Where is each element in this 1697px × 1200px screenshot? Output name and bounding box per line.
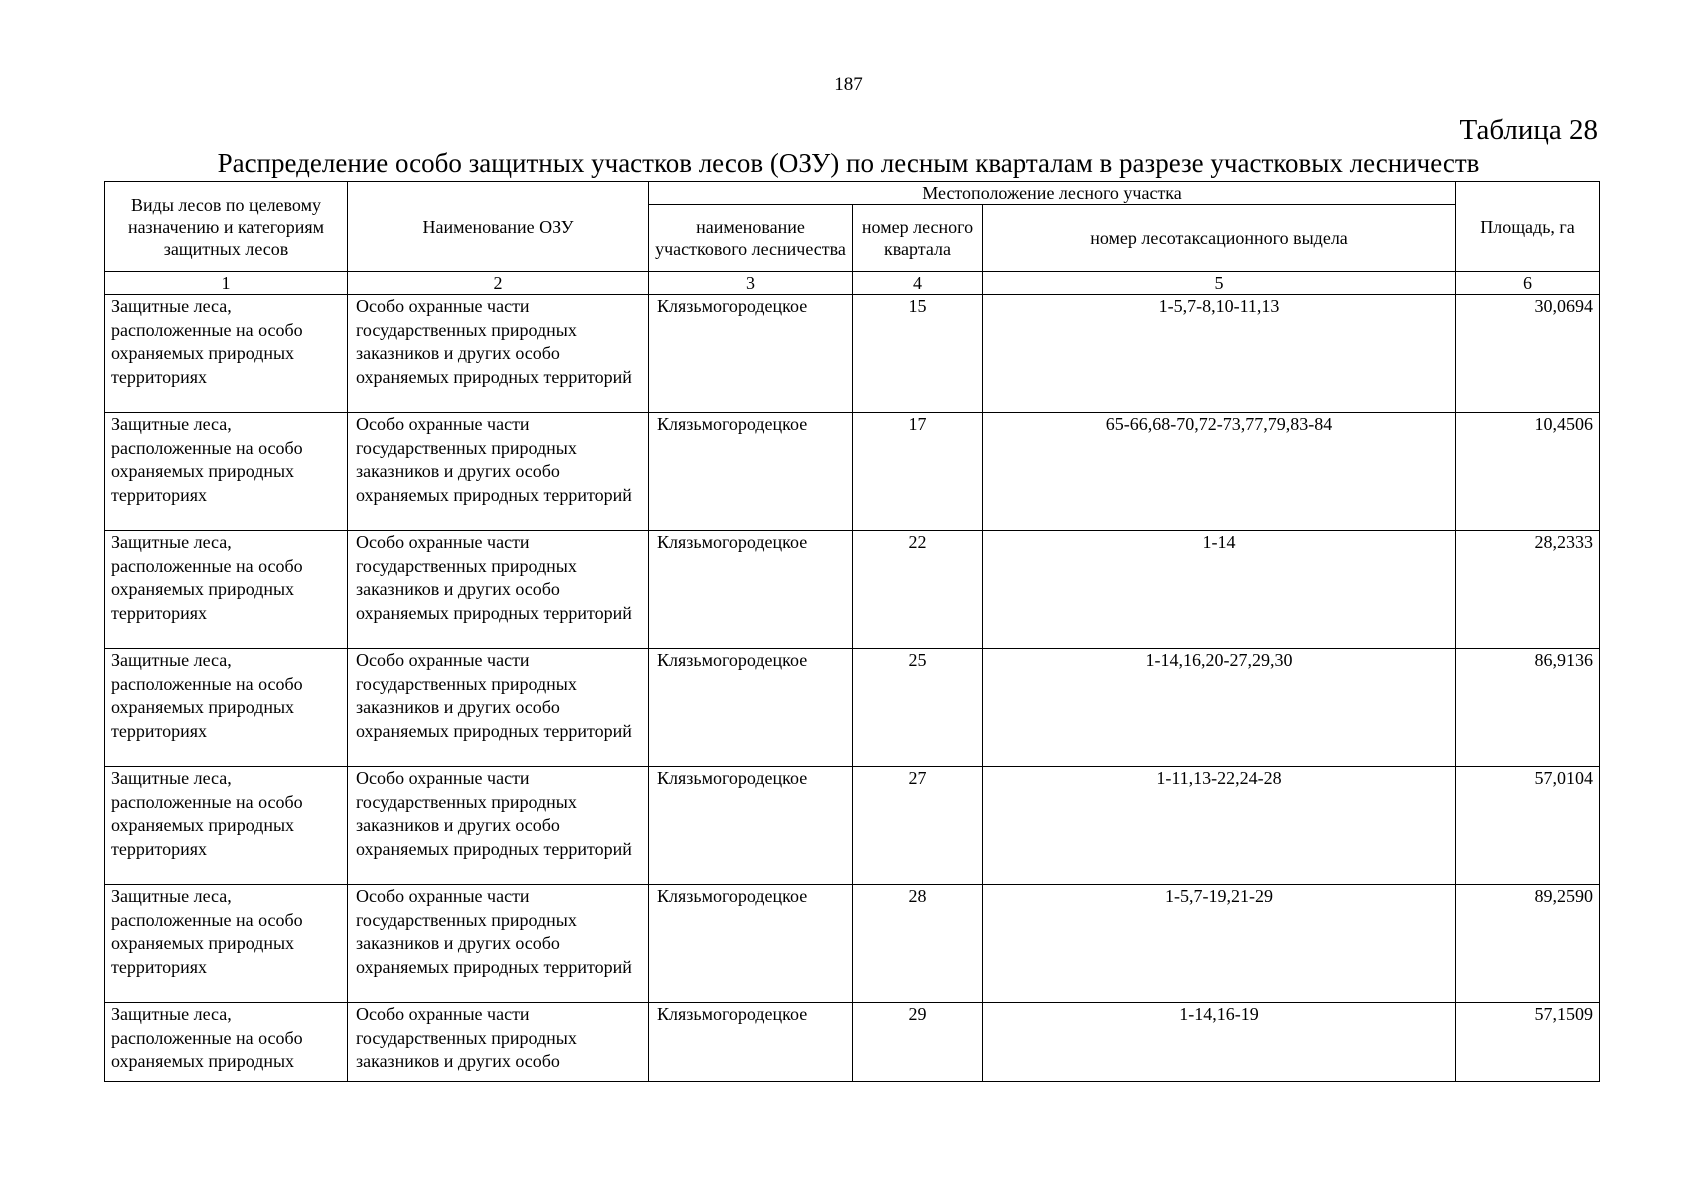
area-cell: 89,2590	[1456, 885, 1600, 1003]
forestry-cell: Клязьмогородецкое	[649, 767, 853, 885]
page-number: 187	[834, 74, 863, 95]
header-forestry: наименование участкового лесничества	[649, 205, 853, 272]
category-text: Защитные леса, расположенные на особо охраняемых природных	[111, 1004, 303, 1071]
column-number: 4	[853, 272, 983, 295]
allotments-cell: 65-66,68-70,72-73,77,79,83-84	[983, 413, 1456, 531]
ozu-name-cell: Особо охранные части государственных природных заказников и других особо охраняемых природных территорий	[348, 295, 649, 413]
header-category: Виды лесов по целевому назначению и категориям защитных лесов	[105, 182, 348, 272]
table-row	[105, 767, 1600, 885]
table-row	[105, 649, 1600, 767]
quarter-cell: 27	[853, 767, 983, 885]
column-number: 6	[1456, 272, 1600, 295]
ozu-name-cell: Особо охранные части государственных природных заказников и других особо охраняемых природных территорий	[348, 531, 649, 649]
forestry-cell: Клязьмогородецкое	[649, 1003, 853, 1082]
forestry-cell: Клязьмогородецкое	[649, 885, 853, 1003]
header-area: Площадь, га	[1456, 182, 1600, 272]
header-location-group: Местоположение лесного участка	[649, 182, 1456, 205]
ozu-name-cell	[348, 1003, 649, 1082]
category-cell: Защитные леса, расположенные на особо охраняемых природных территориях	[105, 767, 348, 885]
forestry-cell: Клязьмогородецкое	[649, 531, 853, 649]
area-cell: 57,1509	[1456, 1003, 1600, 1082]
area-cell: 86,9136	[1456, 649, 1600, 767]
quarter-cell: 15	[853, 295, 983, 413]
area-cell: 28,2333	[1456, 531, 1600, 649]
category-cell: Защитные леса, расположенные на особо охраняемых природных территориях	[105, 649, 348, 767]
category-cell: Защитные леса, расположенные на особо охраняемых природных территориях	[105, 413, 348, 531]
header-ozu-name: Наименование ОЗУ	[348, 182, 649, 272]
header-quarter: номер лесного квартала	[853, 205, 983, 272]
table-row	[105, 413, 1600, 531]
allotments-cell: 1-5,7-19,21-29	[983, 885, 1456, 1003]
allotments-cell: 1-11,13-22,24-28	[983, 767, 1456, 885]
category-cell: Защитные леса, расположенные на особо охраняемых природных территориях	[105, 295, 348, 413]
allotments-cell: 1-5,7-8,10-11,13	[983, 295, 1456, 413]
ozu-name-cell: Особо охранные части государственных природных заказников и других особо охраняемых природных территорий	[348, 413, 649, 531]
area-cell: 10,4506	[1456, 413, 1600, 531]
column-number: 2	[348, 272, 649, 295]
forestry-cell: Клязьмогородецкое	[649, 649, 853, 767]
quarter-cell: 28	[853, 885, 983, 1003]
quarter-cell: 22	[853, 531, 983, 649]
forestry-cell: Клязьмогородецкое	[649, 295, 853, 413]
ozu-name-text: Особо охранные части государственных природных заказников и других особо	[356, 1004, 577, 1071]
table-row	[105, 295, 1600, 413]
quarter-cell: 29	[853, 1003, 983, 1082]
ozu-name-cell: Особо охранные части государственных природных заказников и других особо охраняемых природных территорий	[348, 885, 649, 1003]
quarter-cell: 25	[853, 649, 983, 767]
ozu-table	[104, 181, 1600, 1082]
table-row	[105, 885, 1600, 1003]
table-row	[105, 1003, 1600, 1082]
header-allotments: номер лесотаксационного выдела	[983, 205, 1456, 272]
forestry-cell: Клязьмогородецкое	[649, 413, 853, 531]
category-cell: Защитные леса, расположенные на особо охраняемых природных территориях	[105, 531, 348, 649]
column-number-row	[105, 272, 1600, 295]
table-row	[105, 531, 1600, 649]
allotments-cell: 1-14,16,20-27,29,30	[983, 649, 1456, 767]
allotments-cell: 1-14,16-19	[983, 1003, 1456, 1082]
ozu-name-cell: Особо охранные части государственных природных заказников и других особо охраняемых природных территорий	[348, 767, 649, 885]
column-number: 1	[105, 272, 348, 295]
category-cell: Защитные леса, расположенные на особо охраняемых природных территориях	[105, 885, 348, 1003]
area-cell: 57,0104	[1456, 767, 1600, 885]
area-cell: 30,0694	[1456, 295, 1600, 413]
allotments-cell: 1-14	[983, 531, 1456, 649]
table-label: Таблица 28	[1459, 114, 1598, 146]
column-number: 5	[983, 272, 1456, 295]
header-row-1	[105, 182, 1600, 205]
quarter-cell: 17	[853, 413, 983, 531]
column-number: 3	[649, 272, 853, 295]
category-cell	[105, 1003, 348, 1082]
table-title: Распределение особо защитных участков лесов (ОЗУ) по лесным кварталам в разрезе участковых лесничеств	[217, 148, 1480, 178]
ozu-name-cell: Особо охранные части государственных природных заказников и других особо охраняемых природных территорий	[348, 649, 649, 767]
